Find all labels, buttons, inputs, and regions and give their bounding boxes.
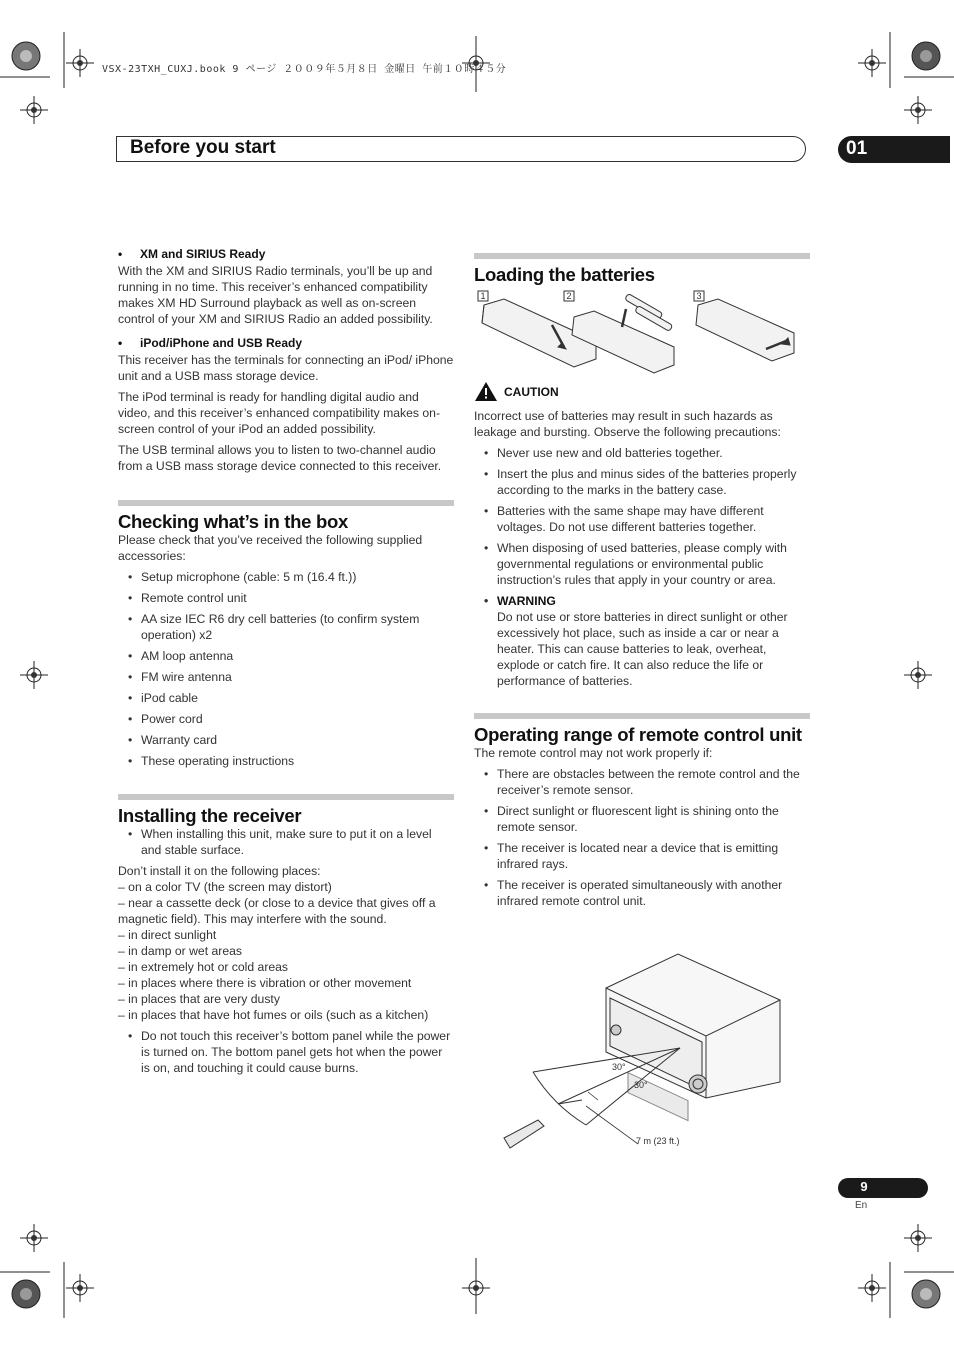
ipod-text-1: This receiver has the terminals for connecting an iPod/ iPhone unit and a USB mass storage device. [118,353,454,383]
list-item: • These operating instructions [118,753,454,769]
section-divider [118,794,454,800]
step-label: 1 [480,291,486,301]
list-item: • When installing this unit, make sure to put it on a level and stable surface. [118,826,454,858]
install-line: – in places that are very dusty [118,992,280,1006]
ipod-heading: • iPod/iPhone and USB Ready [118,336,303,350]
box-list [118,569,454,769]
warning-triangle-icon [474,381,498,402]
install-line: – in places that have hot fumes or oils (such as a kitchen) [118,1008,429,1022]
list-item: • The receiver is located near a device that is emitting infrared rays. [474,840,810,872]
ipod-text-3: The USB terminal allows you to listen to two-channel audio from a USB mass storage device connected to this receiver. [118,443,442,473]
install-line: – in places where there is vibration or other movement [118,976,412,990]
install-list-2 [118,1028,454,1076]
caution-intro: Incorrect use of batteries may result in such hazards as leakage and bursting. Observe the following precautions: [474,409,781,439]
list-item: • Warranty card [118,732,454,748]
list-item: • Power cord [118,711,454,727]
battery-loading-illustration [474,289,810,375]
list-item: • There are obstacles between the remote control and the receiver’s remote sensor. [474,766,810,798]
step-label: 2 [566,291,572,301]
warning-text: Do not use or store batteries in direct sunlight or other excessively hot place, such as inside a car or near a heater. This can cause batteries to leak, overheat, explode or catch fire. It can also reduce the life or performance of batteries. [497,610,788,688]
ipod-text-2: The iPod terminal is ready for handling digital audio and video, and this receiver’s enhanced compatibility makes on-screen control of your iPod an added possibility. [118,390,441,436]
step-label: 3 [696,291,702,301]
batteries-heading: Loading the batteries [474,264,655,285]
caution-list [474,445,810,588]
list-item: • The receiver is operated simultaneously with another infrared remote control unit. [474,877,810,909]
distance-label: 7 m (23 ft.) [636,1136,680,1146]
range-heading: Operating range of remote control unit [474,724,802,745]
list-item: • FM wire antenna [118,669,454,685]
page-number: 9 [860,1179,868,1194]
xm-heading: • XM and SIRIUS Ready [118,247,266,261]
section-divider [118,500,454,506]
list-item: • AA size IEC R6 dry cell batteries (to confirm system operation) x2 [118,611,454,643]
install-heading: Installing the receiver [118,805,302,826]
list-item: • Insert the plus and minus sides of the batteries properly according to the marks in the battery case. [474,466,810,498]
caution-label: CAUTION [504,384,559,399]
section-title: Before you start [130,137,276,158]
box-intro: Please check that you’ve received the following supplied accessories: [118,533,423,563]
left-column [118,246,454,1081]
caution-row [474,381,810,402]
list-item: • Remote control unit [118,590,454,606]
install-line: – near a cassette deck (or close to a device that gives off a magnetic field). This may interfere with the sound. [118,896,436,926]
warning-block: • WARNING Do not use or store batteries in direct sunlight or other excessively hot place, such as inside a car or near a heater. This can cause batteries to leak, overheat, explode or catch fire. It can also reduce the life or performance of batteries. [474,593,810,689]
section-divider [474,713,810,719]
warning-label: WARNING [497,594,556,608]
install-line: – in damp or wet areas [118,944,242,958]
right-column [474,253,810,914]
list-item: • Do not touch this receiver’s bottom panel while the power is turned on. The bottom panel gets hot when the power is on, and touching it could cause burns. [118,1028,454,1076]
angle-label-top: 30° [612,1062,626,1072]
list-item: • iPod cable [118,690,454,706]
xm-text: With the XM and SIRIUS Radio terminals, you’ll be up and running in no time. This receiver’s enhanced compatibility makes XM HD Surround playback as well as on-screen control of your XM and SIRIUS Radio an added possibility. [118,264,433,326]
install-list [118,826,454,858]
list-item: • Setup microphone (cable: 5 m (16.4 ft.)) [118,569,454,585]
box-heading: Checking what’s in the box [118,511,348,532]
remote-control-icon [504,1120,544,1148]
chapter-number: 01 [846,138,868,159]
list-item: • Batteries with the same shape may have different voltages. Do not use different batteries together. [474,503,810,535]
list-item: • AM loop antenna [118,648,454,664]
section-divider [474,253,810,259]
range-list [474,766,810,909]
range-intro: The remote control may not work properly if: [474,746,713,760]
book-file-line: VSX-23TXH_CUXJ.book 9 ページ ２００９年５月８日 金曜日 午前１０時４５分 [102,64,507,75]
language-label: En [855,1200,868,1211]
install-line: – in direct sunlight [118,928,217,942]
list-item: • Never use new and old batteries together. [474,445,810,461]
list-item: • When disposing of used batteries, please comply with governmental regulations or environmental public instruction’s rules that apply in your country or area. [474,540,810,588]
list-item: • Direct sunlight or fluorescent light is shining onto the remote sensor. [474,803,810,835]
install-line: – in extremely hot or cold areas [118,960,289,974]
angle-label-bottom: 30° [634,1080,648,1090]
install-line: Don’t install it on the following places: [118,864,321,878]
install-line: – on a color TV (the screen may distort) [118,880,332,894]
remote-range-illustration [498,950,798,1160]
